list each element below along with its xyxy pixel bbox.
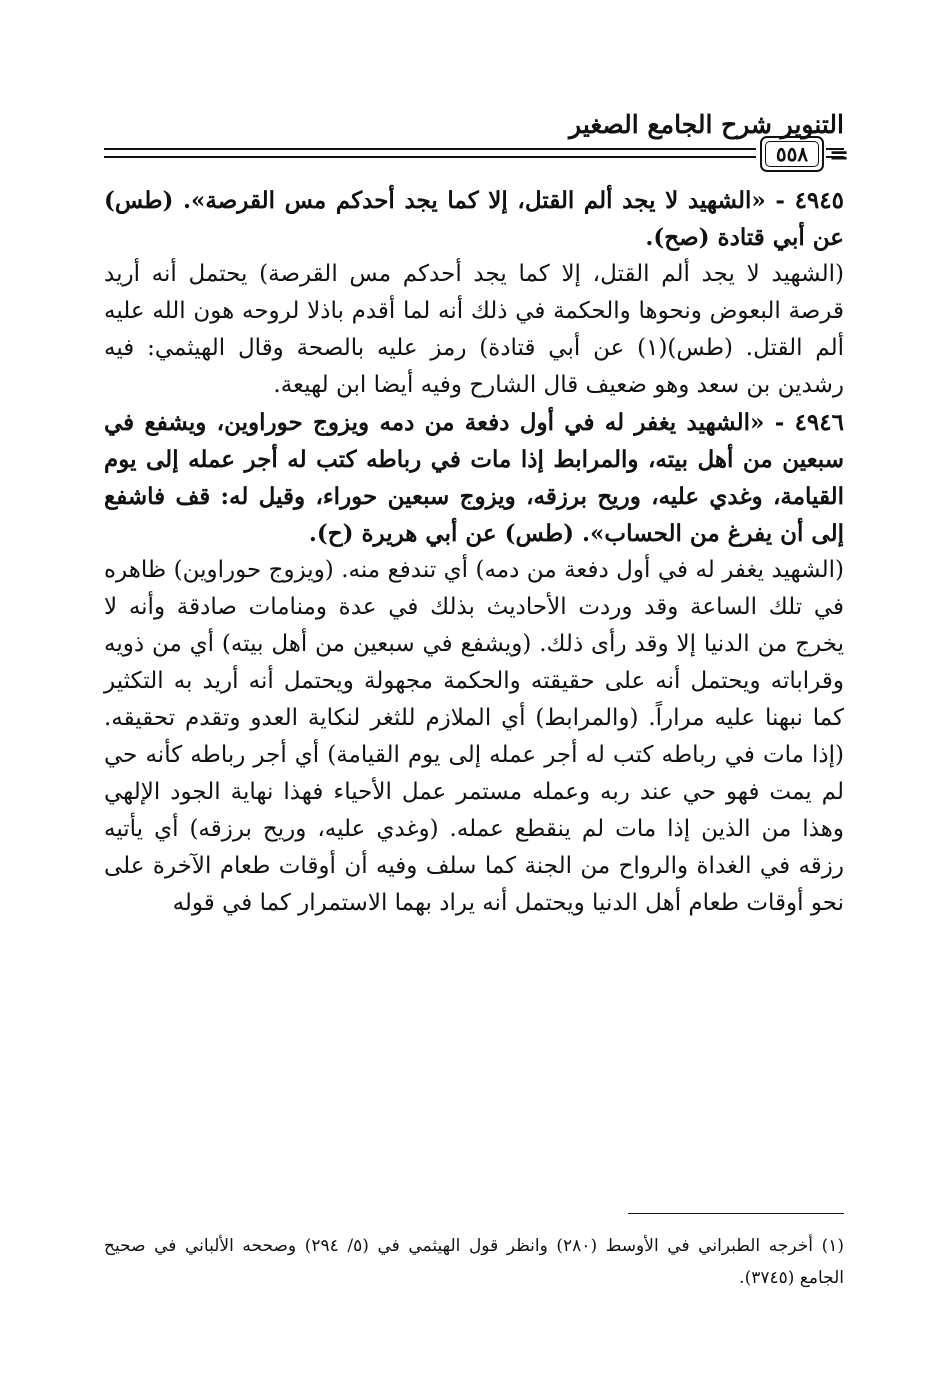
commentary-4946: (الشهيد يغفر له في أول دفعة من دمه) أي تندفع منه. (ويزوج حوراوين) ظاهره في تلك الساعة وقد وردت الأحاديث بذلك في عدة ومنامات صادقة وأنه لا يخرج من الدنيا إلا وقد رأى ذلك. (ويشفع في سبعين من أهل بيته) أي من ذويه وقراباته ويحتمل أنه على حقيقته والحكمة مجهولة ويحتمل أنه أريد به التكثير كما نبهنا عليه مراراً. (والمرابط) أي الملازم للثغر لنكاية العدو وتقدم تحقيقه. (إذا مات في رباطه كتب له أجر عمله إلى يوم القيامة) أي أجر رباطه كأنه حي لم يمت فهو حي عند ربه وعمله مستمر عمل الأحياء فهذا نهاية الجود الإلهي وهذا من الذين إذا مات لم ينقطع عمله. (وغدي عليه، وريح برزقه) أي يأتيه رزقه في الغداة والرواح من الجنة كما سلف وفيه أن أوقات طعام الآخرة على نحو أوقات طعام أهل الدنيا ويحتمل أنه يراد بهما الاستمرار كما في قوله [104, 557, 844, 916]
running-title: التنوير شرح الجامع الصغير [569, 110, 844, 139]
header-rule-top [104, 148, 756, 150]
page-number: ٥٥٨ [765, 141, 819, 167]
hadith-4946: ٤٩٤٦ - «الشهيد يغفر له في أول دفعة من دمه ويزوج حوراوين، ويشفع في سبعين من أهل بيته، والمرابط إذا مات في رباطه كتب له أجر عمله إلى يوم القيامة، وغدي عليه، وريح برزقه، ويزوج سبعين حوراء، وقيل له: قف فاشفع إلى أن يفرغ من الحساب». (طس) عن أبي هريرة (ح). [104, 409, 844, 547]
main-text [104, 182, 844, 922]
commentary-4945: (الشهيد لا يجد ألم القتل، إلا كما يجد أحدكم مس القرصة) يحتمل أنه أريد قرصة البعوض ونحوها والحكمة في ذلك أنه لما أقدم باذلا لروحه هون الله عليه ألم القتل. (طس)(١) عن أبي قتادة) رمز عليه بالصحة وقال الهيثمي: فيه رشدين بن سعد وهو ضعيف قال الشارح وفيه أيضا ابن لهيعة. [104, 261, 845, 398]
hadith-4945: ٤٩٤٥ - «الشهيد لا يجد ألم القتل، إلا كما يجد أحدكم مس القرصة». (طس) عن أبي قتادة (صح). [104, 187, 844, 251]
footnote-divider [628, 1213, 844, 1214]
header-rule-bottom [104, 156, 756, 158]
footnote-1: (١) أخرجه الطبراني في الأوسط (٢٨٠) وانظر قول الهيثمي في (٥/ ٢٩٤) وصححه الألباني في صحيح الجامع (٣٧٤٥). [104, 1236, 844, 1288]
page-number-frame [760, 136, 824, 172]
header-ornament: = [829, 140, 850, 169]
